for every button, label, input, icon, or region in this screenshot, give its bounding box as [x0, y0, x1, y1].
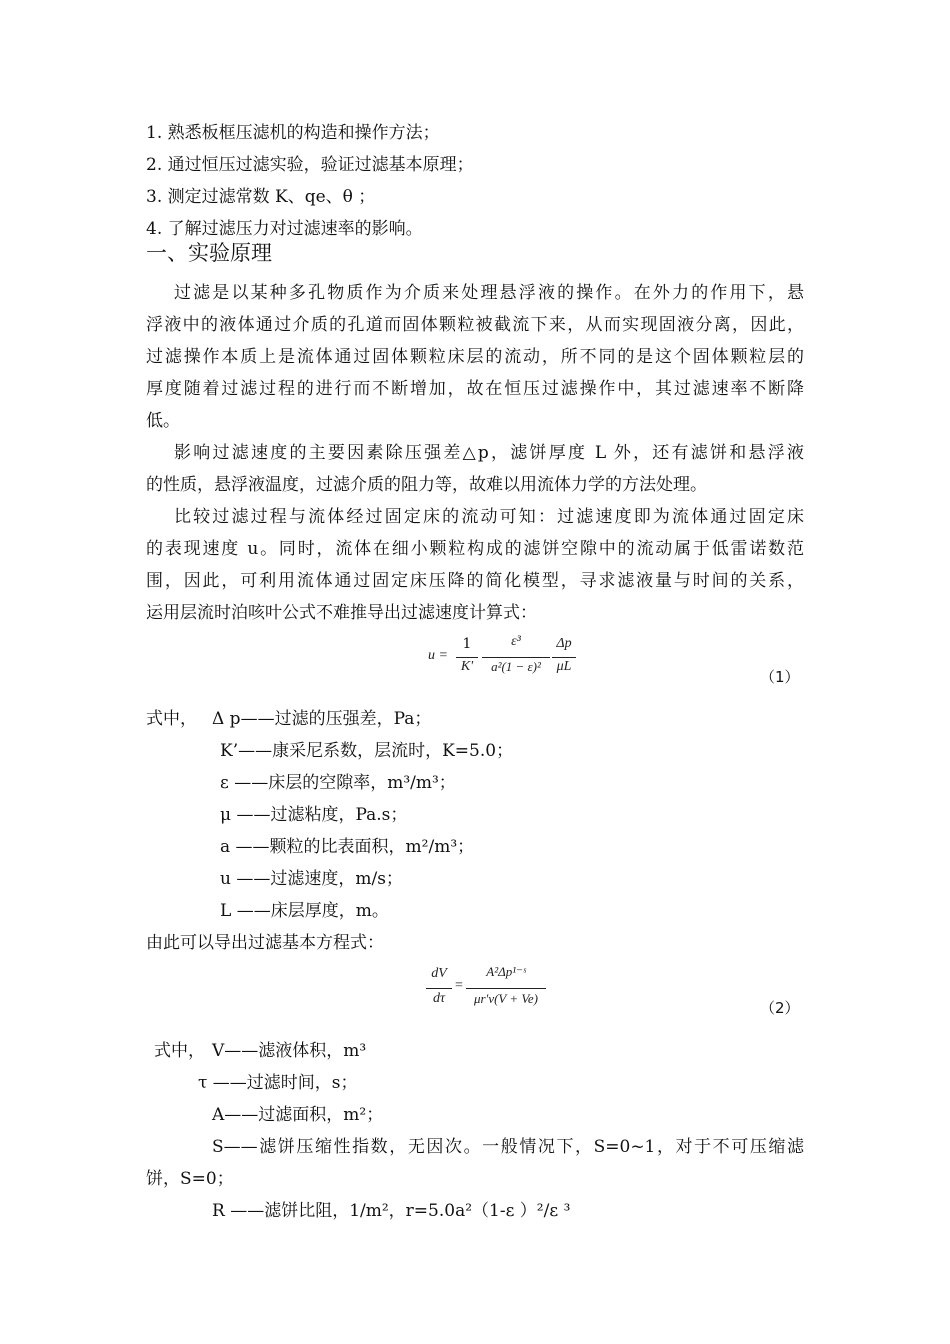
eq1-fraction-bar	[552, 657, 576, 658]
paragraph-line: 的表现速度 u。同时，流体在细小颗粒构成的滤饼空隙中的流动属于低雷诺数范	[146, 539, 804, 559]
where-label: 式中，	[154, 1041, 205, 1061]
eq2-equals: =	[455, 978, 463, 993]
eq2-fraction-bar	[426, 988, 452, 989]
objective-item: 4. 了解过滤压力对过滤速率的影响。	[146, 219, 423, 239]
where-label: 式中，	[146, 709, 197, 729]
paragraph-line: 的性质，悬浮液温度，过滤介质的阻力等，故难以用流体力学的方法处理。	[146, 475, 707, 495]
variable-definition: L ——床层厚度，m。	[220, 901, 389, 921]
eq2-num: A²Δp¹⁻ˢ	[486, 964, 526, 979]
equation-number: （1）	[760, 668, 800, 686]
paragraph-line: 浮液中的液体通过介质的孔道而固体颗粒被截流下来，从而实现固液分离，因此，	[146, 315, 804, 335]
eq2-fraction-bar	[466, 988, 546, 989]
paragraph-line: 厚度随着过滤过程的进行而不断增加，故在恒压过滤操作中，其过滤速率不断降	[146, 379, 804, 399]
eq1-eps-den: a²(1 − ε)²	[491, 659, 541, 674]
derivation-text: 由此可以导出过滤基本方程式：	[146, 933, 384, 953]
variable-definition: S——滤饼压缩性指数，无因次。一般情况下，S=0~1，对于不可压缩滤	[212, 1137, 804, 1157]
variable-definition: K’——康采尼系数，层流时，K=5.0；	[220, 741, 514, 761]
variable-definition: 饼，S=0；	[146, 1169, 234, 1189]
paragraph-line: 低。	[146, 411, 180, 431]
eq1-lhs: u =	[428, 648, 448, 663]
equation-number: （2）	[760, 999, 800, 1017]
paragraph-line: 围，因此，可利用流体通过固定床压降的简化模型，寻求滤液量与时间的关系，	[146, 571, 804, 591]
eq1-eps-num: ε³	[511, 634, 521, 649]
eq2-den: μr'v(V + Ve)	[473, 991, 539, 1006]
eq2-dt: dτ	[432, 991, 445, 1006]
eq2-dv: dV	[431, 966, 447, 981]
objective-item: 3. 测定过滤常数 K、qe、θ ；	[146, 187, 376, 207]
paragraph-line: 运用层流时泊咳叶公式不难推导出过滤速度计算式：	[146, 603, 537, 623]
variable-definition: V——滤液体积，m³	[212, 1041, 367, 1061]
variable-definition: u ——过滤速度，m/s；	[220, 869, 403, 889]
variable-definition: μ ——过滤粘度，Pa.s；	[220, 805, 408, 825]
variable-definition: Δ p——过滤的压强差，Pa；	[212, 709, 432, 729]
eq1-fraction-bar	[456, 657, 478, 658]
variable-definition: a ——颗粒的比表面积，m²/m³；	[220, 837, 475, 857]
eq1-dp: Δp	[556, 636, 572, 651]
eq1-fraction-bar	[482, 657, 550, 658]
eq1-kprime: K'	[460, 659, 474, 674]
objective-item: 2. 通过恒压过滤实验，验证过滤基本原理；	[146, 155, 474, 175]
variable-definition: τ ——过滤时间，s；	[198, 1073, 358, 1093]
paragraph-line: 过滤是以某种多孔物质作为介质来处理悬浮液的操作。在外力的作用下，悬	[174, 283, 804, 303]
eq1-one: 1	[462, 636, 472, 652]
section-title: 一、实验原理	[146, 241, 272, 265]
objective-item: 1. 熟悉板框压滤机的构造和操作方法；	[146, 123, 440, 143]
paragraph-line: 影响过滤速度的主要因素除压强差△p，滤饼厚度 L 外，还有滤饼和悬浮液	[174, 443, 804, 463]
paragraph-line: 比较过滤过程与流体经过固定床的流动可知：过滤速度即为流体通过固定床	[174, 507, 804, 527]
variable-definition: A——过滤面积，m²；	[212, 1105, 384, 1125]
paragraph-line: 过滤操作本质上是流体通过固体颗粒床层的流动，所不同的是这个固体颗粒层的	[146, 347, 804, 367]
variable-definition: R ——滤饼比阻，1/m²，r=5.0a²（1-ε ）²/ε ³	[212, 1201, 571, 1221]
eq1-mul: μL	[556, 659, 572, 674]
variable-definition: ε ——床层的空隙率，m³/m³；	[220, 773, 456, 793]
